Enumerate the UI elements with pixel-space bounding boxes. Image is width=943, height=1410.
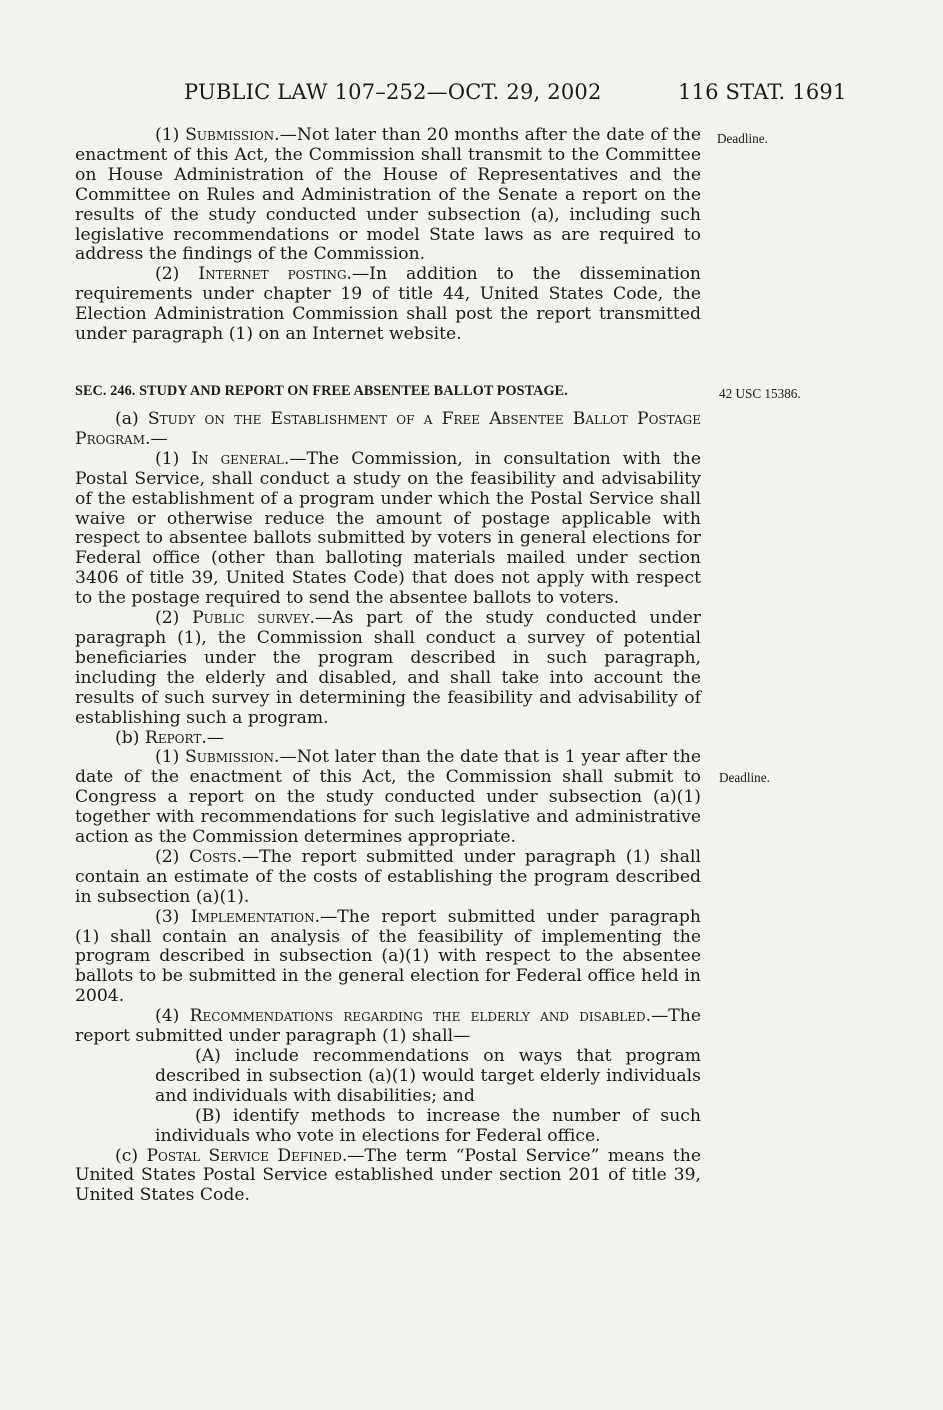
subsection-b: (b) Report.— [115,727,224,748]
paragraph-costs: (2) Costs.—The report submitted under paragraph (1) shall contain an estimate of the costs of establishing the program described in subsection (a)(1). [75,846,701,907]
paragraph-implementation: (3) Implementation.—The report submitted under paragraph (1) shall contain an analysis of the feasibility of implementing the program described in subsection (a)(1) with respect to the absentee ballots to be submitted in the general election for Federal office held in 2004. [75,906,702,1007]
page-header [0,80,943,110]
paragraph-public-survey: (2) Public survey.—As part of the study conducted under paragraph (1), the Commission shall conduct a survey of potential beneficiaries under the program described in such paragraph, including the elderly and disabled, and shall take into account the results of such survey in determining the feasibility and advisability of establishing such a program. [75,608,702,728]
para-heading: Submission [185,747,275,768]
statute-page: 116 STAT. 1691 [678,80,847,104]
para-number: (2) [155,264,199,285]
subsection-heading: Study on the Establishment of a Free Absentee Ballot Postage Program [75,409,702,449]
law-citation: PUBLIC LAW 107–252—OCT. 29, 2002 [184,80,602,104]
para-text: .—In addition to the dissemination requirements under chapter 19 of title 44, United States Code, the Election Administration Commission shall post the report transmitted under paragraph (1) on an Internet website. [75,264,701,345]
para-heading: Implementation [190,906,315,927]
margin-note-deadline: Deadline. [719,770,770,785]
margin-note-deadline: Deadline. [717,131,768,146]
clause-a: (A) include recommendations on ways that program described in subsection (a)(1) would target elderly individuals and individuals with disabilities; and [155,1046,701,1106]
para-heading: Recommendations regarding the elderly and disabled [189,1006,646,1027]
subsection-heading: Report [144,727,202,748]
paragraph-submission: (1) Submission.—Not later than the date that is 1 year after the date of the enactment of this Act, the Commission shall submit to Congress a report on the study conducted under subsection (a)(1) together with recommendations for such legislative and administrative action as the Commission determines appropriate. [75,747,702,848]
text-block-2 [75,410,701,1206]
subsection-heading: Postal Service Defined [146,1145,342,1166]
para-heading: In general [191,448,284,469]
clause-b: (B) identify methods to increase the number of such individuals who vote in elections for Federal office. [155,1105,701,1146]
paragraph-recommendations: (4) Recommendations regarding the elderly and disabled.—The report submitted under paragraph (1) shall— [75,1006,701,1047]
paragraph-internet-posting [75,265,701,345]
paragraph-submission [75,126,701,265]
section-heading: SEC. 246. STUDY AND REPORT ON FREE ABSENTEE BALLOT POSTAGE. [75,383,568,399]
para-text: .—Not later than 20 months after the date of the enactment of this Act, the Commission shall transmit to the Committee on House Administration of the House of Representatives and the Committee on Rules and Administration of the Senate a report on the results of the study conducted under subsection (a), including such legislative recommendations or model State laws as are required to address the findings of the Commission. [75,125,701,265]
para-number: (1) [155,125,186,145]
para-heading: Costs [189,846,237,867]
para-heading: Public survey [192,608,310,629]
paragraph-in-general: (1) In general.—The Commission, in consultation with the Postal Service, shall conduct a study on the feasibility and advisability of the establishment of a program under which the Postal Service shall waive or otherwise reduce the amount of postage applicable with respect to absentee ballots submitted by voters in general elections for Federal office (other than balloting materials mailed under section 3406 of title 39, United States Code) that does not apply with respect to the postage required to send the absentee ballots to voters. [75,448,702,609]
subsection-c: (c) Postal Service Defined.—The term “Postal Service” means the United States Postal Service established under section 201 of title 39, United States Code. [75,1145,701,1206]
para-heading: Submission [185,125,275,145]
subsection-a: (a) Study on the Establishment of a Free Absentee Ballot Postage Program.— [75,409,702,449]
para-heading: Internet posting [198,264,347,285]
text-block-1 [75,126,701,345]
margin-note-usc: 42 USC 15386. [719,386,801,401]
